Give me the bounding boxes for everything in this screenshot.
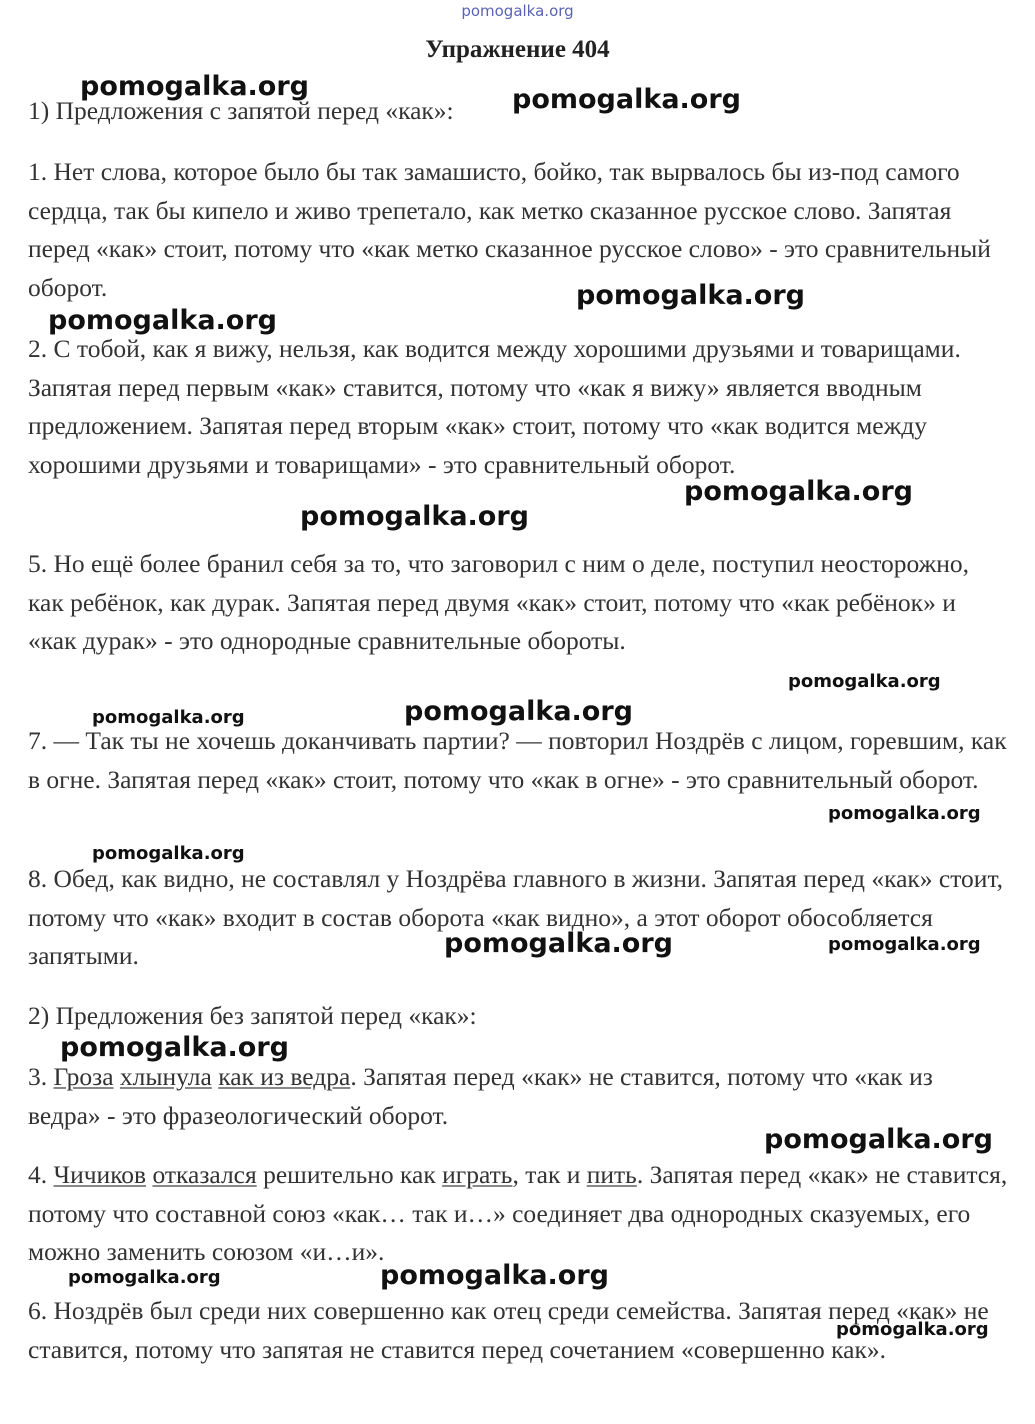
subject-word: Гроза xyxy=(53,1062,114,1091)
watermark: pomogalka.org xyxy=(380,1260,609,1291)
watermark: pomogalka.org xyxy=(828,934,981,955)
subject-word: Чичиков xyxy=(53,1160,147,1189)
paragraph-4-rest: . Запятая перед «как» не ставится, потому что составной союз «как… так и…» соединяет два однородных сказуемых, его можно заменить союзом «и…и». xyxy=(28,1160,1008,1266)
paragraph-3-number: 3. xyxy=(28,1062,54,1091)
paragraph-1: 1. Нет слова, которое было бы так замашисто, бойко, так вырвалось бы из-под самого сердца, так бы кипело и живо трепетало, как метко сказанное русское слово. Запятая перед «как» стоит, потому что «как метко сказанное русское слово» - это сравнительный оборот. xyxy=(28,157,991,302)
paragraph-7: 7. — Так ты не хочешь доканчивать партии? — повторил Ноздрёв с лицом, горевшим, как в огне. Запятая перед «как» стоит, потому что «как в огне» - это сравнительный оборот. xyxy=(28,726,1007,794)
watermark: pomogalka.org xyxy=(828,803,981,824)
paragraph-4-mid: решительно как xyxy=(256,1160,443,1189)
section-heading-with-comma: 1) Предложения с запятой перед «как»: xyxy=(28,96,454,125)
watermark: pomogalka.org xyxy=(80,71,309,102)
watermark: pomogalka.org xyxy=(300,501,529,532)
watermark: pomogalka.org xyxy=(60,1032,289,1063)
page-title: Упражнение 404 xyxy=(425,36,610,63)
predicate-word-3: пить xyxy=(586,1160,637,1189)
watermark: pomogalka.org xyxy=(444,928,673,959)
watermark: pomogalka.org xyxy=(404,696,633,727)
paragraph-2: 2. С тобой, как я вижу, нельзя, как водится между хорошими друзьями и товарищами. Запятая перед первым «как» ставится, потому что «как я вижу» является вводным предложением. Запятая перед вторым «как» стоит, потому что «как водится между хорошими друзьями и товарищами» - это сравнительный оборот. xyxy=(28,334,961,479)
predicate-word-2: играть xyxy=(442,1160,513,1189)
paragraph-5: 5. Но ещё более бранил себя за то, что заговорил с ним о деле, поступил неосторожно, как ребёнок, как дурак. Запятая перед двумя «как» стоит, потому что «как ребёнок» и «как дурак» - это однородные сравнительные обороты. xyxy=(28,549,970,655)
idiom-phrase: как из ведра xyxy=(218,1062,351,1091)
paragraph-6: 6. Ноздрёв был среди них совершенно как отец среди семейства. Запятая перед «как» не ставится, потому что запятая не ставится перед сочетанием «совершенно как». xyxy=(28,1296,989,1364)
paragraph-4-mid2: , так и xyxy=(512,1160,587,1189)
predicate-word: отказался xyxy=(152,1160,257,1189)
section-heading-without-comma: 2) Предложения без запятой перед «как»: xyxy=(28,1001,477,1030)
site-header[interactable]: pomogalka.org xyxy=(461,2,574,20)
watermark: pomogalka.org xyxy=(48,305,277,336)
watermark: pomogalka.org xyxy=(788,671,941,692)
watermark: pomogalka.org xyxy=(836,1319,989,1340)
watermark: pomogalka.org xyxy=(764,1124,993,1155)
watermark: pomogalka.org xyxy=(684,476,913,507)
predicate-word: хлынула xyxy=(119,1062,212,1091)
watermark: pomogalka.org xyxy=(576,280,805,311)
watermark: pomogalka.org xyxy=(92,707,245,728)
paragraph-3-rest: . Запятая перед «как» не ставится, потому что «как из ведра» - это фразеологический оборот. xyxy=(28,1062,933,1130)
paragraph-8: 8. Обед, как видно, не составлял у Ноздрёва главного в жизни. Запятая перед «как» стоит, потому что «как» входит в состав оборота «как видно», а этот оборот обособляется запятыми. xyxy=(28,864,1004,970)
watermark: pomogalka.org xyxy=(512,84,741,115)
watermark: pomogalka.org xyxy=(92,843,245,864)
watermark: pomogalka.org xyxy=(68,1267,221,1288)
paragraph-4 xyxy=(28,1156,1008,1272)
paragraph-4-number: 4. xyxy=(28,1160,54,1189)
